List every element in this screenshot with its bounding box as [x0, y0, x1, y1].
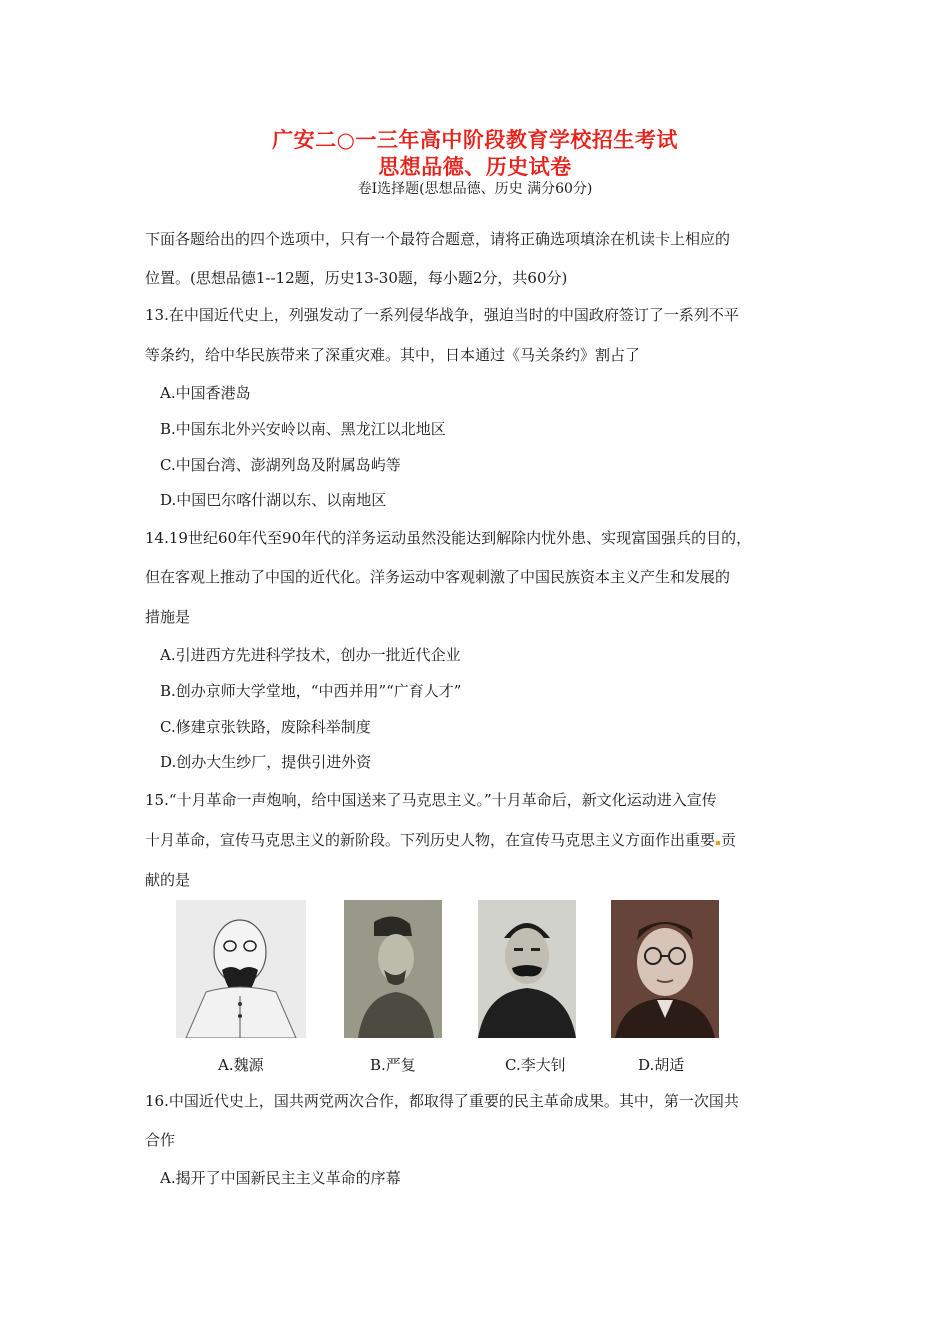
q15-stem-line3: 献的是	[145, 871, 191, 889]
q14-option-b: B.创办京师大学堂地，“中西并用”“广育人才”	[160, 682, 462, 700]
portrait-weiyuan	[176, 900, 306, 1038]
q13-stem-line1: 13.在中国近代史上，列强发动了一系列侵华战争，强迫当时的中国政府签订了一系列不平	[145, 306, 739, 324]
q13-option-c: C.中国台湾、澎湖列岛及附属岛屿等	[160, 456, 401, 474]
q13-option-d: D.中国巴尔喀什湖以东、以南地区	[160, 491, 387, 509]
instructions-line2: 位置。(思想品德1--12题，历史13-30题，每小题2分，共60分)	[145, 269, 568, 287]
q15-stem-line2-text: 十月革命，宣传马克思主义的新阶段。下列历史人物，在宣传马克思主义方面作出重要	[145, 831, 716, 849]
q16-stem-line2: 合作	[145, 1131, 176, 1149]
q13-stem-line2: 等条约，给中华民族带来了深重灾难。其中，日本通过《马关条约》割占了	[145, 346, 641, 364]
exam-title-line1: 广安二○一三年高中阶段教育学校招生考试	[272, 128, 678, 152]
instructions-line1: 下面各题给出的四个选项中，只有一个最符合题意，请将正确选项填涂在机读卡上相应的	[145, 230, 731, 248]
q14-option-a: A.引进西方先进科学技术，创办一批近代企业	[160, 646, 461, 664]
exam-title-line2: 思想品德、历史试卷	[378, 155, 572, 179]
q15-stem-line2-tail: 贡	[721, 831, 737, 849]
q14-stem-line3: 措施是	[145, 608, 191, 626]
q14-stem-line1: 14.19世纪60年代至90年代的洋务运动虽然没能达到解除内忧外患、实现富国强兵的目的，	[145, 529, 752, 547]
q14-stem-line2: 但在客观上推动了中国的近代化。洋务运动中客观刺激了中国民族资本主义产生和发展的	[145, 568, 731, 586]
portrait-hushi	[611, 900, 719, 1038]
portrait-lidazhao	[478, 900, 576, 1038]
exam-subtitle: 卷Ⅰ选择题(思想品德、历史 满分60分)	[357, 181, 593, 197]
q13-option-a: A.中国香港岛	[160, 384, 251, 402]
q14-option-d: D.创办大生纱厂，提供引进外资	[160, 753, 372, 771]
q16-stem-line1: 16.中国近代史上，国共两党两次合作，都取得了重要的民主革命成果。其中，第一次国共	[145, 1092, 739, 1110]
stray-mark	[716, 841, 720, 845]
caption-b: B.严复	[370, 1056, 416, 1074]
q15-stem-line2	[145, 829, 736, 850]
q15-stem-line1: 15.“十月革命一声炮响，给中国送来了马克思主义。”十月革命后，新文化运动进入宣传	[145, 791, 717, 809]
q16-option-a: A.揭开了中国新民主主义革命的序幕	[160, 1169, 401, 1187]
caption-c: C.李大钊	[505, 1056, 566, 1074]
q14-option-c: C.修建京张铁路，废除科举制度	[160, 718, 371, 736]
caption-d: D.胡适	[638, 1056, 685, 1074]
q13-option-b: B.中国东北外兴安岭以南、黑龙江以北地区	[160, 420, 446, 438]
portrait-yanfu	[344, 900, 442, 1038]
caption-a: A.魏源	[218, 1056, 264, 1074]
